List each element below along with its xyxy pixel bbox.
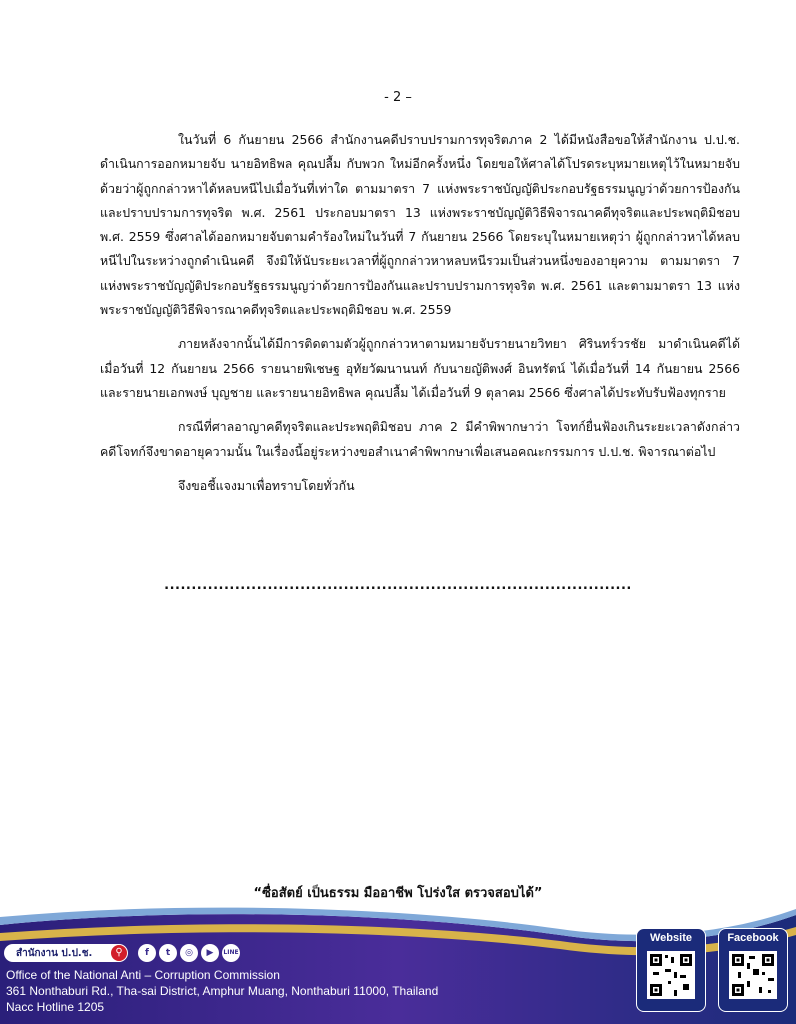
paragraph-2: ภายหลังจากนั้นได้มีการติดตามตัวผู้ถูกกล่าวหาตามหมายจับรายนายวิทยา ศิรินทร์วรชัย มาดำเนินคดีได้เมื่อวันที่ 12 กันยายน 2566 รายนายพิเชษฐ อุทัยวัฒนานนท์ กับนายญัติพงศ์ อินทรัตน์ ได้เมื่อวันที่ 14 กันยายน 2566 และรายนายเอกพงษ์ บุญชาย และรายนายอิทธิพล คุณปลื้ม ได้เมื่อวันที่ 9 ตุลาคม 2566 ซึ่งศาลได้ประทับรับฟ้องทุกราย — [100, 336, 740, 400]
paragraph-3: กรณีที่ศาลอาญาคดีทุจริตและประพฤติมิชอบ ภาค 2 มีคำพิพากษาว่า โจทก์ยื่นฟ้องเกินระยะเวลาดังกล่าว คดีโจทก์จึงขาดอายุความนั้น ในเรื่องนี้อยู่ระหว่างขอสำเนาคำพิพากษาเพื่อเสนอคณะกรรมการ ป.ป.ช. พิจารณาต่อไป — [100, 419, 740, 459]
facebook-qr-box[interactable] — [718, 928, 788, 1012]
twitter-icon[interactable]: t — [159, 944, 177, 962]
office-address: 361 Nonthaburi Rd., Tha-sai District, Amphur Muang, Nonthaburi 11000, Thailand — [6, 984, 439, 998]
paragraph-1: ในวันที่ 6 กันยายน 2566 สำนักงานคดีปราบปรามการทุจริตภาค 2 ได้มีหนังสือขอให้สำนักงาน ป.ป.ช. ดำเนินการออกหมายจับ นายอิทธิพล คุณปลื้ม กับพวก ใหม่อีกครั้งหนึ่ง โดยขอให้ศาลได้โปรดระบุหมายเหตุไว้ในหมายจับด้วยว่าผู้ถูกกล่าวหาได้หลบหนีไปเมื่อวันที่เท่าใด ตามมาตรา 7 แห่งพระราชบัญญัติประกอบรัฐธรรมนูญว่าด้วยการป้องกันและปราบปรามการทุจริต พ.ศ. 2561 ประกอบมาตรา 13 แห่งพระราชบัญญัติวิธีพิจารณาคดีทุจริตและประพฤติมิชอบ พ.ศ. 2559 ซึ่งศาลได้ออกหมายจับตามคำร้องใหม่ในวันที่ 7 กันยายน 2566 โดยระบุในหมายเหตุว่า ผู้ถูกกล่าวหาได้หลบหนีไปในระหว่างถูกดำเนินคดี จึงมิให้นับระยะเวลาที่ผู้ถูกกล่าวหาหลบหนีรวมเป็นส่วนหนึ่งของอายุความ ตามมาตรา 7 แห่งพระราชบัญญัติประกอบรัฐธรรมนูญว่าด้วยการป้องกันและปราบปรามการทุจริต พ.ศ. 2561 และตามมาตรา 13 แห่งพระราชบัญญัติวิธีพิจารณาคดีทุจริตและประพฤติมิชอบ พ.ศ. 2559 — [100, 132, 740, 318]
website-qr-box[interactable] — [636, 928, 706, 1012]
facebook-label: Facebook — [727, 932, 779, 944]
website-label: Website — [650, 932, 692, 944]
search-label: สำนักงาน ป.ป.ช. — [16, 947, 93, 959]
office-name: Office of the National Anti – Corruption Commission — [6, 968, 280, 982]
separator-line: ...................................................................................... — [164, 578, 632, 593]
facebook-qr-code-icon — [729, 951, 777, 999]
social-icons — [138, 944, 240, 962]
instagram-icon[interactable]: ◎ — [180, 944, 198, 962]
letter-body — [100, 128, 740, 508]
motto: “ซื่อสัตย์ เป็นธรรม มืออาชีพ โปร่งใส ตรวจสอบได้” — [253, 886, 543, 901]
closing-line: จึงขอชี้แจงมาเพื่อทราบโดยทั่วกัน — [178, 477, 355, 493]
page-number: - 2 – — [384, 90, 412, 105]
website-qr-code-icon — [647, 951, 695, 999]
search-box[interactable] — [4, 944, 128, 962]
hotline: Nacc Hotline 1205 — [6, 1000, 105, 1014]
search-icon[interactable]: ⚲ — [111, 945, 127, 961]
youtube-icon[interactable]: ▶ — [201, 944, 219, 962]
facebook-icon[interactable]: f — [138, 944, 156, 962]
line-icon[interactable]: LINE — [222, 944, 240, 962]
